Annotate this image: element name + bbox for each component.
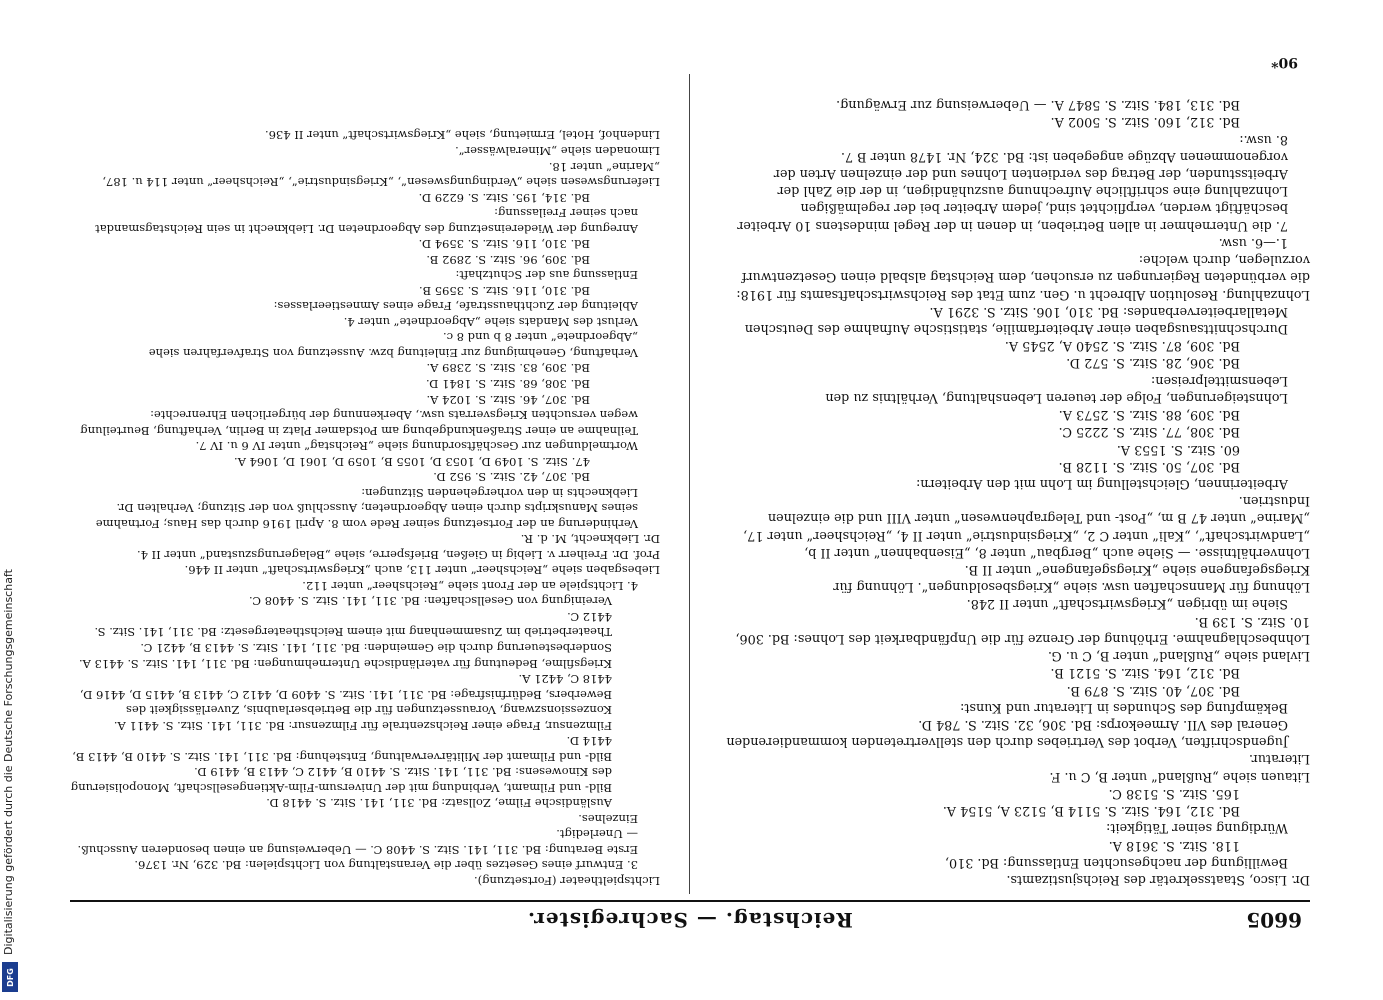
register-line: Bd. 307, 42. Sitz. S. 952 D. <box>433 470 590 485</box>
register-line: Bewilligung der nachgesuchten Entlassung: Bd. 310, <box>944 854 1288 870</box>
register-line: Arbeiterinnen, Gleichstellung im Lohn mit den Arbeitern: <box>916 475 1288 491</box>
register-line: Konzessionszwang, Voraussetzungen für die Betriebserlaubnis, Zuverlässigkeit des Bewerbers, Bedürfnisfrage: Bd. 311, 141. Sitz. S. 4409 D, 4412 C, 4413 B, 4415 D, 4416 D, 4418 C, 4421 A. <box>79 672 612 718</box>
register-line: Lohnverhältnisse. — Siehe auch „Bergbau“ unter 8, „Eisenbahnen“ unter II b, „Landwirtschaft“, „Kali“ unter C 2, „Kriegsindustrie“ unter II 4, „Reichsheer“ unter 17, „Marine“ unter 47 B m, „Post- und Telegraphenwesen“ unter VIII und die einzelnen Industrien. <box>743 493 1310 560</box>
register-line: Bd. 313, 184. Sitz. S. 5847 A. — Ueberweisung zur Erwägung. <box>836 97 1240 113</box>
register-line: 4. Lichtspiele an der Front siehe „Reichsheer“ unter 112. <box>302 578 638 593</box>
running-title: Reichstag. — Sachregister. <box>527 908 853 932</box>
register-line: Lieferungswesen siehe „Verdingungswesen“, „Kriegsindustrie“, „Reichsheer“ unter 114 u. 187, „Marine“ unter 18. <box>102 159 660 190</box>
register-line: Bd. 307, 46. Sitz. S. 1024 A. <box>426 392 590 407</box>
register-line: Bd. 312, 164. Sitz. S. 5114 B, 5123 A, 5154 A. <box>942 803 1240 819</box>
right-column <box>70 88 660 888</box>
register-line: Liebesgaben siehe „Reichsheer“ unter 113, auch „Kriegswirtschaft“ unter II 446. <box>184 563 660 578</box>
register-line: Bd. 309, 96. Sitz. S. 2892 B. <box>426 252 590 267</box>
register-line: Kriegsfilme, Bedeutung für vaterländische Unternehmungen: Bd. 311, 141. Sitz. S. 4413 A. <box>78 656 612 671</box>
register-line: Bd. 306, 28. Sitz. S. 572 D. <box>1066 355 1240 371</box>
register-line: 118. Sitz. S. 3618 A. <box>1108 837 1240 853</box>
register-line: Bild- und Filmamt, Verbindung mit der Universum-Film-Aktiengesellschaft, Monopolisierung des Kinowesens: Bd. 311, 141. Sitz. S. 4410 B, 4412 C, 4413 B, 4419 D. <box>70 765 612 795</box>
register-line: Bd. 308, 68. Sitz. S. 1841 D. <box>425 377 590 391</box>
register-line: 7. die Unternehmer in allen Betrieben, in denen in der Regel mindestens 10 Arbeiter beschäftigt werden, verpflichtet sind, jedem Arbeiter bei der regelmäßigen Lohnzahlung eine schriftliche Aufrechnung auszuhändigen, in der die Zahl der Arbeitsstunden, der Betrag des verdienten Lohnes und der einzelnen Arten der vorgenommenen Abzüge angegeben ist: Bd. 324, Nr. 1478 unter B 7. <box>737 148 1288 233</box>
register-line: Bd. 308, 77. Sitz. S. 2225 C. <box>1058 424 1240 440</box>
register-line: Bd. 309, 87. Sitz. S. 2540 A, 2545 A. <box>1004 338 1240 354</box>
register-line: Bd. 312, 164. Sitz. S. 5121 B. <box>1050 665 1240 681</box>
register-line: Lohnbeschlagnahme. Erhöhung der Grenze für die Unpfändbarkeit des Lohnes: Bd. 306, 10. Sitz. S. 139 B. <box>735 613 1310 646</box>
register-line: Sonderbesteuerung durch die Gemeinden: Bd. 311, 141. Sitz. S. 4413 B, 4421 C. <box>140 641 612 656</box>
register-line: 3. Entwurf eines Gesetzes über die Veranstaltung von Lichtspielen: Bd. 329, Nr. 1376. <box>134 858 638 873</box>
register-line: Lindenhof, Hotel, Ermietung, siehe „Kriegswirtschaft“ unter II 436. <box>265 128 660 143</box>
register-line: Literatur. <box>1249 751 1310 767</box>
register-line: Würdigung seiner Tätigkeit: <box>1106 820 1288 836</box>
column-divider <box>689 74 690 894</box>
register-line: Litauen siehe „Rußland“ unter B, C u. F. <box>1049 768 1310 784</box>
register-line: Bd. 309, 88. Sitz. S. 2573 A. <box>1058 407 1240 423</box>
register-line: 47. Sitz. S. 1049 D, 1053 D, 1055 B, 1059 D, 1061 D, 1064 A. <box>233 454 590 469</box>
register-line: Bd. 309, 83. Sitz. S. 2389 A. <box>426 361 590 376</box>
register-line: Ableitung der Zuchthausstrafe, Frage eines Amnestieerlasses: <box>273 299 638 314</box>
register-line: Durchschnittsausgaben einer Arbeiterfamilie, statistische Aufnahme des Deutschen Metallarbeiterverbandes: Bd. 310, 106. Sitz. S. 3291 A. <box>744 303 1288 336</box>
register-line: 60. Sitz. S. 1553 A. <box>1116 441 1240 457</box>
register-line: Prof. Dr. Freiherr v. Liebig in Gießen, Briefsperre, siehe „Belagerungszustand“ unter II 4. <box>136 547 660 562</box>
register-line: Filmzensur, Frage einer Reichszentrale für Filmzensur: Bd. 311, 141. Sitz. S. 4411 A. <box>113 718 612 733</box>
register-line: Dr. Lisco, Staatssekretär des Reichsjustizamts. <box>1006 872 1310 887</box>
dfg-logo-text: DFG <box>5 967 15 987</box>
register-line: Bd. 307, 40. Sitz. S. 879 B. <box>1066 682 1240 698</box>
register-line: Livland siehe „Rußland“ unter B, C u. G. <box>1047 648 1310 664</box>
register-line: Lohnzahlung. Resolution Albrecht u. Gen. zum Etat des Reichswirtschaftsamts für 1918: die verbündeten Regierungen zu ersuchen, dem Reichstag alsbald einen Gesetzentwurf vorzulegen, durch welche: <box>736 252 1310 302</box>
register-line: Limonaden siehe „Mineralwässer“. <box>455 144 660 159</box>
register-line: Lohnsteigerungen, Folge der teueren Lebenshaltung, Verhältnis zu den Lebensmittelpreisen: <box>825 372 1288 405</box>
sheet-signature: 90* <box>1271 54 1298 70</box>
register-line: Bd. 307, 50. Sitz. S. 1128 B. <box>1058 458 1240 474</box>
page-number: 6605 <box>1246 908 1302 932</box>
register-line: Bild- und Filmamt der Militärverwaltung, Entstehung: Bd. 311, 141. Sitz. S. 4410 B, 4413 B, 4414 D. <box>72 734 612 764</box>
left-column <box>720 88 1310 888</box>
register-line: Verhaftung, Genehmigung zur Einleitung bzw. Aussetzung von Strafverfahren siehe „Abgeordnete“ unter 8 b und 8 c. <box>148 330 638 360</box>
dfg-logo <box>2 962 18 992</box>
register-line: Verhinderung an der Fortsetzung seiner Rede vom 8. April 1916 durch das Haus; Fortnahme seines Manuskripts durch einen Abgeordneten; Ausschluß von der Sitzung; Verhalten Dr. Liebknechts in den vorhergehenden Sitzungen: <box>95 485 638 531</box>
register-line: Jugendschriften, Verbot des Vertriebes durch den stellvertretenden kommandierenden General des VII. Armeekorps: Bd. 306, 32. Sitz. S. 784 D. <box>726 717 1288 750</box>
register-line: 8. usw.: <box>1239 131 1288 147</box>
register-line: Ausländische Filme, Zollsatz: Bd. 311, 141. Sitz. S. 4418 D. <box>266 796 612 811</box>
register-line: Vereinigung von Gesellschaften: Bd. 311, 141. Sitz. S. 4408 C. <box>248 594 612 609</box>
digitization-note: Digitalisierung gefördert durch die Deutsche Forschungsgemeinschaft <box>2 569 15 955</box>
register-line: Bd. 314, 195. Sitz. S. 6229 D. <box>418 190 590 205</box>
register-line: Siehe im übrigen „Kriegswirtschaft“ unter II 248. <box>966 596 1288 612</box>
register-line: Erste Beratung: Bd. 311, 141. Sitz. S. 4408 C. — Ueberweisung an einen besonderen Ausschuß. — Unerledigt. <box>77 827 638 857</box>
register-line: Dr. Liebknecht, M. d. R. <box>520 532 660 547</box>
register-line: Einzelnes. <box>578 811 638 826</box>
register-line: Bd. 310, 116. Sitz. S. 3594 D. <box>418 237 590 252</box>
register-line: Verlust des Mandats siehe „Abgeordnete“ unter 4. <box>343 314 638 329</box>
register-line: Anregung der Wiedereinsetzung des Abgeordneten Dr. Liebknecht in sein Reichstagsmandat nach seiner Freilassung: <box>95 206 638 236</box>
register-line: Teilnahme an einer Straßenkundgebung am Potsdamer Platz in Berlin, Verhaftung, Beurteilung wegen versuchten Kriegsverrats usw., Aberkennung der bürgerlichen Ehrenrechte: <box>80 408 638 438</box>
register-line: Bekämpfung des Schundes in Literatur und Kunst: <box>960 699 1288 715</box>
register-line: Theaterbetrieb im Zusammenhang mit einem Reichstheatergesetz: Bd. 311, 141. Sitz. S. 4412 C. <box>94 609 612 640</box>
register-line: Lichtspieltheater (Fortsetzung). <box>473 874 660 888</box>
register-line: 165. Sitz. S. 5138 C. <box>1108 785 1240 801</box>
page-header <box>70 900 1310 938</box>
register-line: Bd. 312, 160. Sitz. S. 5002 A. <box>1050 114 1240 130</box>
scanned-page <box>70 54 1310 938</box>
digitization-strip <box>0 0 22 1000</box>
register-line: Wortmeldungen zur Geschäftsordnung siehe „Reichstag“ unter IV 6 u. IV 7. <box>195 439 638 454</box>
register-line: Entlassung aus der Schutzhaft: <box>455 268 638 283</box>
register-line: Löhnung für Mannschaften usw. siehe „Kriegsbesoldungen“. Löhnung für Kriegsgefangene siehe „Kriegsgefangene“ unter II B. <box>833 562 1310 595</box>
register-line: 1.—6. usw. <box>1218 234 1288 250</box>
register-line: Bd. 310, 116. Sitz. S. 3595 B. <box>418 283 590 298</box>
